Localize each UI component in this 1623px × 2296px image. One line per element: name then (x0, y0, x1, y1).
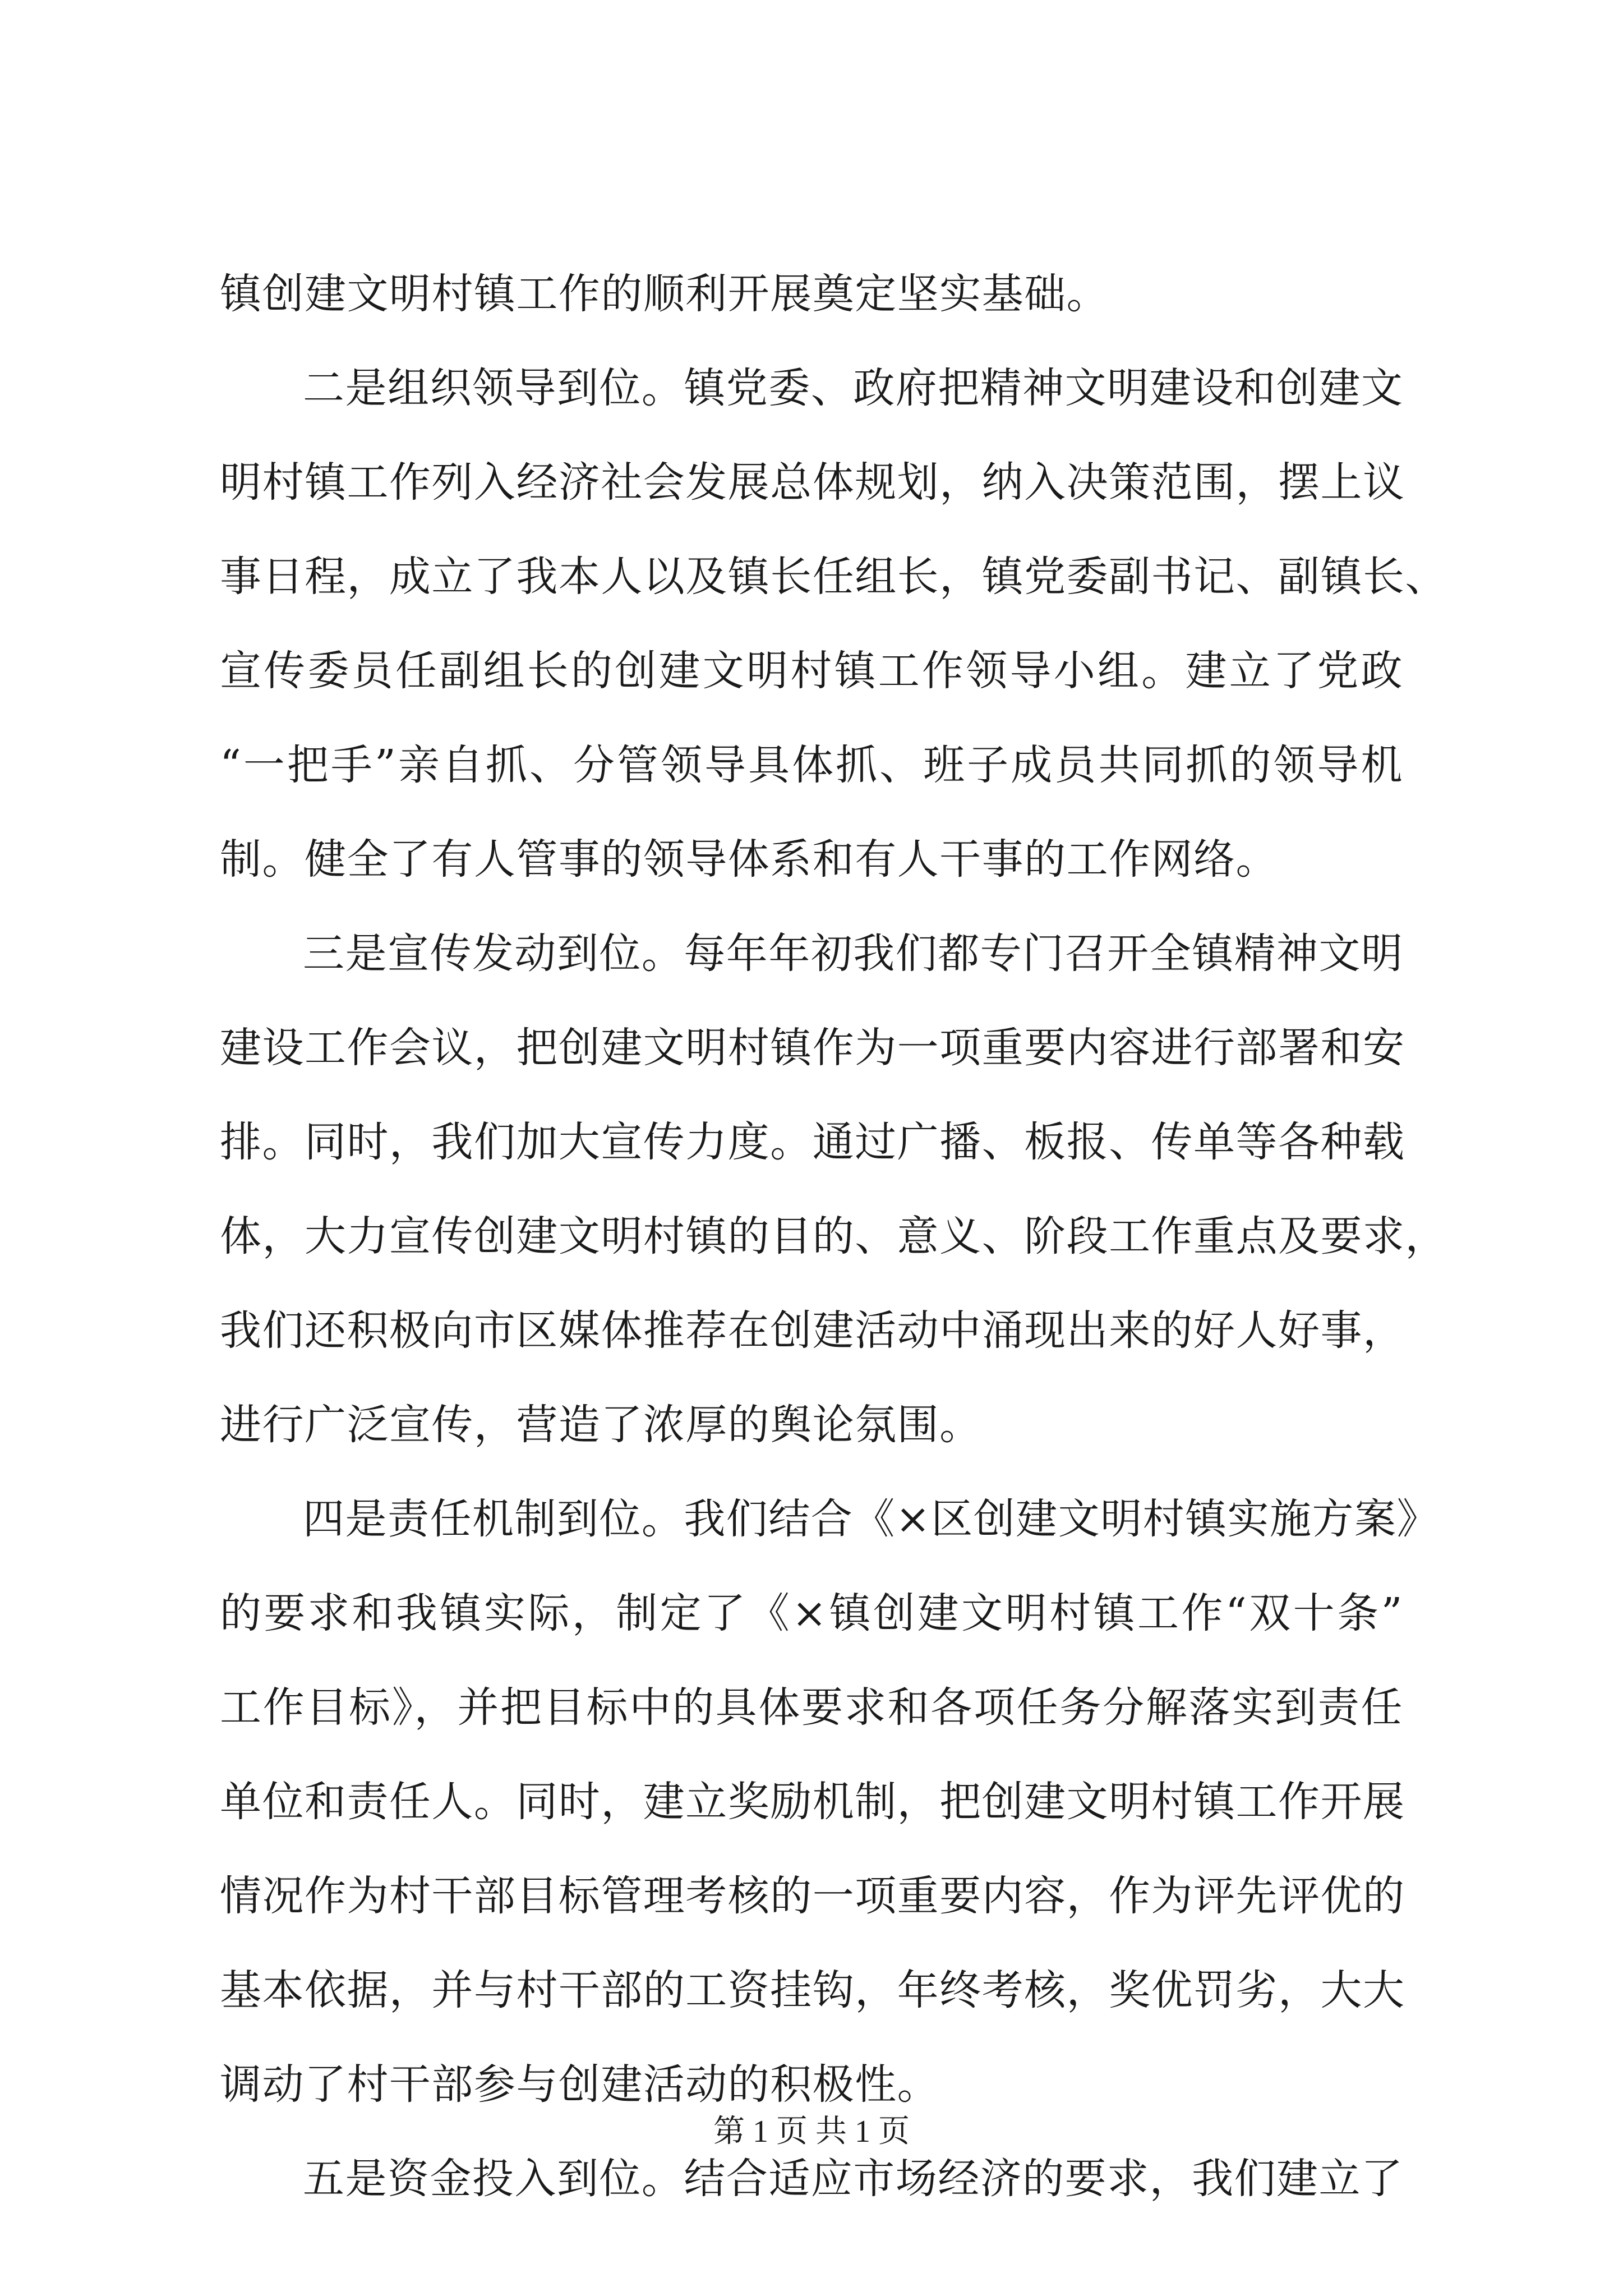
text-line: 宣传委员任副组长的创建文明村镇工作领导小组。建立了党政 (220, 647, 1403, 695)
text-line: 工作目标》，并把目标中的具体要求和各项任务分解落实到责任 (220, 1683, 1403, 1732)
document-body (220, 247, 1447, 2226)
text-line: 三是宣传发动到位。每年年初我们都专门召开全镇精神文明 (303, 930, 1404, 978)
text-line: 我们还积极向市区媒体推荐在创建活动中涌现出来的好人好事， (220, 1306, 1405, 1355)
text-line: 建设工作会议，把创建文明村镇作为一项重要内容进行部署和安 (220, 1024, 1405, 1072)
text-line: 事日程，成立了我本人以及镇长任组长，镇党委副书记、副镇长、 (220, 553, 1447, 601)
text-line: 镇创建文明村镇工作的顺利开展奠定坚实基础。 (220, 270, 1109, 318)
text-line: 的要求和我镇实际，制定了《×镇创建文明村镇工作“双十条” (220, 1589, 1403, 1637)
text-line: 单位和责任人。同时，建立奖励机制，把创建文明村镇工作开展 (220, 1778, 1405, 1826)
text-line: “一把手”亲自抓、分管领导具体抓、班子成员共同抓的领导机 (220, 741, 1403, 789)
text-line: 排。同时，我们加大宣传力度。通过广播、板报、传单等各种载 (220, 1118, 1405, 1166)
text-line: 明村镇工作列入经济社会发展总体规划，纳入决策范围，摆上议 (220, 458, 1405, 507)
text-line: 五是资金投入到位。结合适应市场经济的要求，我们建立了 (303, 2155, 1404, 2203)
page-footer: 第 1 页 共 1 页 (713, 2114, 910, 2149)
text-line: 体，大力宣传创建文明村镇的目的、意义、阶段工作重点及要求， (220, 1212, 1447, 1260)
text-line: 进行广泛宣传，营造了浓厚的舆论氛围。 (220, 1401, 982, 1449)
text-line: 四是责任机制到位。我们结合《×区创建文明村镇实施方案》 (303, 1495, 1439, 1543)
text-line: 二是组织领导到位。镇党委、政府把精神文明建设和创建文 (303, 364, 1404, 412)
text-line: 情况作为村干部目标管理考核的一项重要内容，作为评先评优的 (220, 1872, 1405, 1920)
text-line: 制。健全了有人管事的领导体系和有人干事的工作网络。 (220, 835, 1278, 884)
text-line: 调动了村干部参与创建活动的积极性。 (220, 2060, 940, 2109)
text-line: 基本依据，并与村干部的工资挂钩，年终考核，奖优罚劣，大大 (220, 1966, 1405, 2014)
